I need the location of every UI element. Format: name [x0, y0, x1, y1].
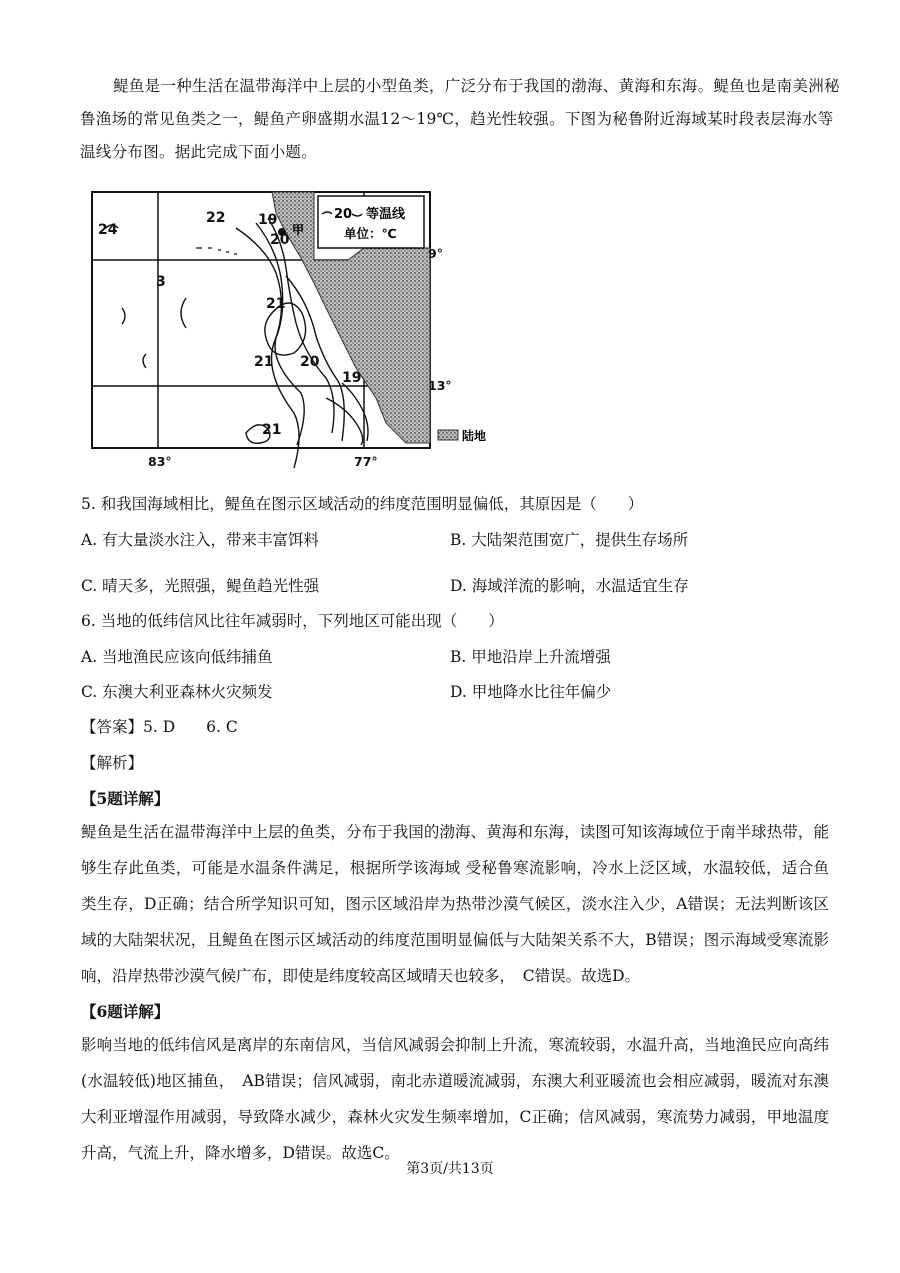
q6-option-b: B. 甲地沿岸上升流增强: [450, 648, 611, 666]
q6-stem: 6. 当地的低纬信风比往年减弱时，下列地区可能出现（ ）: [81, 612, 504, 630]
q5-option-c: C. 晴天多，光照强，鳀鱼趋光性强: [81, 577, 320, 595]
lat-label-13: 13°: [428, 378, 452, 393]
q5-option-d: D. 海域洋流的影响，水温适宜生存: [450, 577, 689, 595]
isotherm-label-21-center: 21: [266, 296, 286, 312]
q6-detail-text: 影响当地的低纬信风是离岸的东南信风，当信风减弱会抑制上升流，寒流较弱，水温升高，当地渔民应向高纬(水温较低)地区捕鱼， AB错误；信风减弱，南北赤道暖流减弱，东澳大利亚暖流也会相应减弱，暖流对东澳大利亚增湿作用减弱，导致降水减少，森林火灾发生频率增加，C正确；信风减弱，寒流势力减弱，甲地温度升高，气流上升，降水增多，D错误。故选C。: [81, 1036, 829, 1162]
land-legend-label: 陆地: [462, 429, 487, 443]
q6-option-a: A. 当地渔民应该向低纬捕鱼: [81, 648, 273, 666]
q5-option-b: B. 大陆架范围宽广，提供生存场所: [450, 531, 689, 549]
isotherm-label-24: 24: [98, 222, 118, 238]
q6-option-c: C. 东澳大利亚森林火灾频发: [81, 683, 273, 701]
lat-label-9: 9°: [428, 246, 443, 261]
isotherm-label-21-bottom: 21: [262, 422, 282, 438]
lon-label-83: 83°: [148, 454, 172, 469]
q6-option-d: D. 甲地降水比往年偏少: [450, 683, 612, 701]
dash-marks: [196, 248, 237, 254]
map-figure: [86, 188, 506, 478]
analysis-title: 【解析】: [81, 754, 144, 772]
legend-title: 等温线: [366, 207, 406, 222]
isotherm-lines: [106, 218, 368, 468]
isotherm-label-22: 22: [206, 210, 226, 226]
isotherm-label-21-lower: 21: [254, 354, 274, 370]
isotherm-label-3: 3: [156, 274, 166, 290]
isotherm-label-19-top: 19: [258, 212, 278, 228]
land-legend-swatch: [438, 430, 458, 440]
isotherm-label-20-top: 20: [270, 232, 290, 248]
page-footer: 第3页/共13页: [406, 1161, 494, 1177]
point-jia-label: 甲: [292, 223, 305, 237]
legend-sample: 20: [334, 207, 353, 222]
q5-detail-text: 鳀鱼是生活在温带海洋中上层的鱼类，分布于我国的渤海、黄海和东海，读图可知该海域位于南半球热带，能够生存此鱼类，可能是水温条件满足，根据所学该海域 受秘鲁寒流影响，冷水上泛区域，水温较低，适合鱼类生存，D正确；结合所学知识可知，图示区域沿岸为热带沙漠气候区，淡水注入少，A错误；无法判断该区域的大陆架状况，且鳀鱼在图示区域活动的纬度范围明显偏低与大陆架关系不大，B错误；图示海域受寒流影响，沿岸热带沙漠气候广布，即使是纬度较高区域晴天也较多， C错误。故选D。: [81, 823, 829, 985]
intro-paragraph: 鳀鱼是一种生活在温带海洋中上层的小型鱼类，广泛分布于我国的渤海、黄海和东海。鳀鱼也是南美洲秘鲁渔场的常见鱼类之一，鳀鱼产卵盛期水温12～19℃，趋光性较强。下图为秘鲁附近海域某时段表层海水等温线分布图。据此完成下面小题。: [80, 77, 840, 161]
q5-option-a: A. 有大量淡水注入，带来丰富饵料: [81, 531, 320, 549]
q5-detail-title: 【5题详解】: [81, 789, 170, 808]
q6-detail-title: 【6题详解】: [81, 1002, 170, 1021]
isotherm-label-19-lower: 19: [342, 370, 362, 386]
isotherm-map: [86, 188, 506, 478]
answer-line: 【答案】5. D 6. C: [81, 718, 238, 736]
q5-stem: 5. 和我国海域相比，鳀鱼在图示区域活动的纬度范围明显偏低，其原因是（ ）: [81, 495, 644, 513]
legend-unit: 单位：℃: [344, 226, 397, 241]
isotherm-label-20-lower: 20: [300, 354, 320, 370]
lon-label-77: 77°: [354, 454, 378, 469]
